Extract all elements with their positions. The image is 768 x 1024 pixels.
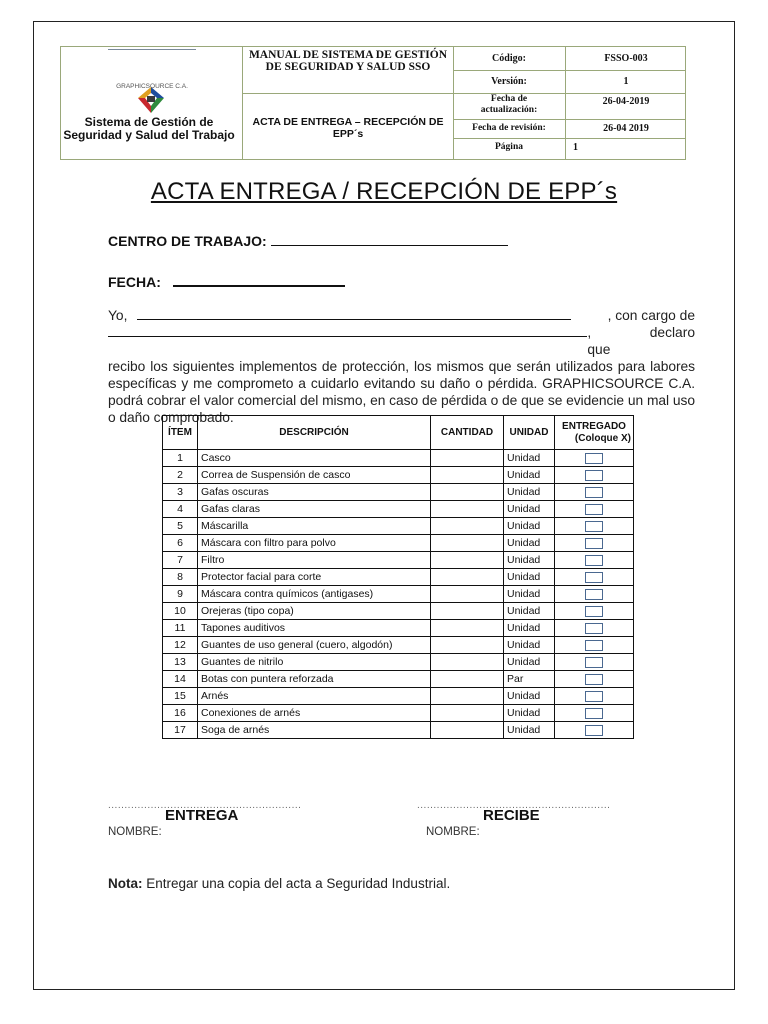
entregado-checkbox[interactable]: [585, 691, 603, 702]
item-description: Gafas oscuras: [198, 484, 431, 501]
table-row: [163, 450, 634, 467]
recibe-nombre-label: NOMBRE:: [426, 826, 480, 838]
col-descripcion-header: DESCRIPCIÓN: [198, 416, 431, 450]
pagina-label: Página: [495, 142, 523, 152]
item-description: Botas con puntera reforzada: [198, 671, 431, 688]
declaro-text: , declaro que: [587, 325, 695, 357]
company-logo-block: [61, 47, 243, 161]
entregado-cell: [555, 671, 634, 688]
fecha-actualizacion-value: 26-04-2019: [602, 96, 650, 107]
entregado-cell: [555, 501, 634, 518]
entregado-cell: [555, 518, 634, 535]
version-label: Versión:: [491, 76, 527, 87]
entregado-cell: [555, 654, 634, 671]
item-number: 8: [163, 569, 198, 586]
table-row: [163, 654, 634, 671]
entregado-subtitle: (Coloque X): [574, 432, 631, 444]
item-number: 13: [163, 654, 198, 671]
recibe-label: RECIBE: [483, 807, 540, 824]
item-unidad: Unidad: [504, 722, 555, 739]
epp-items-table: [162, 415, 634, 739]
entregado-checkbox[interactable]: [585, 521, 603, 532]
cantidad-cell[interactable]: [431, 484, 504, 501]
item-number: 4: [163, 501, 198, 518]
header-divider: [243, 93, 453, 94]
system-name: Sistema de Gestión de Seguridad y Salud del Trabajo: [63, 115, 235, 142]
item-number: 9: [163, 586, 198, 603]
item-unidad: Unidad: [504, 620, 555, 637]
fecha-label: FECHA:: [108, 274, 161, 290]
declaration-body: recibo los siguientes implementos de protección, los mismos que serán utilizados para labores específicas y me comprometo a cuidarlo evitando su daño o pérdida. GRAPHICSOURCE C.A. podrá cobrar el valor comercial del mismo, en caso de pérdida o de que se evidencie un mal uso o daño comprobado.: [108, 359, 695, 425]
declaration-paragraph: [108, 307, 695, 426]
item-number: 7: [163, 552, 198, 569]
epp-items-body: [163, 450, 634, 739]
item-number: 2: [163, 467, 198, 484]
entregado-cell: [555, 484, 634, 501]
entregado-cell: [555, 586, 634, 603]
item-unidad: Unidad: [504, 654, 555, 671]
entregado-cell: [555, 450, 634, 467]
col-cantidad-header: CANTIDAD: [431, 416, 504, 450]
item-description: Arnés: [198, 688, 431, 705]
entregado-checkbox[interactable]: [585, 708, 603, 719]
entregado-checkbox[interactable]: [585, 538, 603, 549]
acta-title: ACTA DE ENTREGA – RECEPCIÓN DE EPP´s: [252, 116, 444, 140]
table-row: [163, 552, 634, 569]
table-row: [163, 501, 634, 518]
item-number: 17: [163, 722, 198, 739]
entregado-checkbox[interactable]: [585, 504, 603, 515]
item-unidad: Unidad: [504, 603, 555, 620]
cantidad-cell[interactable]: [431, 671, 504, 688]
entregado-checkbox[interactable]: [585, 555, 603, 566]
table-row: [163, 467, 634, 484]
cantidad-cell[interactable]: [431, 450, 504, 467]
item-description: Máscara contra químicos (antigases): [198, 586, 431, 603]
cargo-input-line[interactable]: [108, 324, 587, 337]
entregado-cell: [555, 535, 634, 552]
item-number: 14: [163, 671, 198, 688]
item-description: Conexiones de arnés: [198, 705, 431, 722]
table-row: [163, 637, 634, 654]
table-row: [163, 569, 634, 586]
cantidad-cell[interactable]: [431, 688, 504, 705]
codigo-label: Código:: [492, 53, 526, 64]
entregado-cell: [555, 722, 634, 739]
table-row: [163, 671, 634, 688]
entrega-label: ENTREGA: [165, 807, 239, 824]
item-description: Tapones auditivos: [198, 620, 431, 637]
recibe-signature-line[interactable]: ...........................................................: [417, 800, 611, 811]
item-description: Soga de arnés: [198, 722, 431, 739]
entregado-cell: [555, 620, 634, 637]
entregado-checkbox[interactable]: [585, 623, 603, 634]
header-divider: [454, 138, 685, 139]
table-row: [163, 722, 634, 739]
entregado-cell: [555, 637, 634, 654]
fecha-actualizacion-label: Fecha de actualización:: [480, 94, 538, 115]
cantidad-cell[interactable]: [431, 467, 504, 484]
item-description: Casco: [198, 450, 431, 467]
entregado-checkbox[interactable]: [585, 470, 603, 481]
item-description: Protector facial para corte: [198, 569, 431, 586]
col-unidad-header: UNIDAD: [504, 416, 555, 450]
item-unidad: Unidad: [504, 637, 555, 654]
entrega-signature-line[interactable]: ...........................................................: [108, 800, 302, 811]
fecha-input-line[interactable]: [173, 285, 345, 287]
cantidad-cell[interactable]: [431, 654, 504, 671]
name-input-line[interactable]: [137, 307, 571, 320]
item-unidad: Unidad: [504, 586, 555, 603]
entregado-checkbox[interactable]: [585, 487, 603, 498]
entregado-cell: [555, 467, 634, 484]
item-description: Gafas claras: [198, 501, 431, 518]
entregado-cell: [555, 688, 634, 705]
entregado-title: ENTREGADO: [562, 420, 626, 432]
item-number: 11: [163, 620, 198, 637]
document-header: [60, 46, 686, 160]
nota-label: Nota:: [108, 876, 143, 891]
fecha-revision-label: Fecha de revisión:: [472, 123, 546, 133]
document-title: ACTA ENTREGA / RECEPCIÓN DE EPP´s: [150, 178, 618, 205]
entregado-checkbox[interactable]: [585, 657, 603, 668]
table-row: [163, 705, 634, 722]
item-description: Filtro: [198, 552, 431, 569]
codigo-value: FSSO-003: [604, 53, 648, 64]
entregado-cell: [555, 603, 634, 620]
fecha-field: [108, 274, 345, 290]
table-row: [163, 484, 634, 501]
item-number: 5: [163, 518, 198, 535]
manual-title: MANUAL DE SISTEMA DE GESTIÓN DE SEGURIDAD Y SALUD SSO: [248, 49, 448, 73]
item-unidad: Unidad: [504, 450, 555, 467]
item-unidad: Unidad: [504, 501, 555, 518]
entregado-checkbox[interactable]: [585, 606, 603, 617]
entregado-cell: [555, 552, 634, 569]
cantidad-cell[interactable]: [431, 586, 504, 603]
nota: [108, 876, 450, 891]
entregado-checkbox[interactable]: [585, 725, 603, 736]
cantidad-cell[interactable]: [431, 569, 504, 586]
pagina-value: 1: [573, 142, 578, 153]
item-number: 3: [163, 484, 198, 501]
cantidad-cell[interactable]: [431, 603, 504, 620]
item-description: Orejeras (tipo copa): [198, 603, 431, 620]
item-number: 10: [163, 603, 198, 620]
item-number: 12: [163, 637, 198, 654]
item-number: 1: [163, 450, 198, 467]
item-unidad: Unidad: [504, 552, 555, 569]
entregado-checkbox[interactable]: [585, 674, 603, 685]
cantidad-cell[interactable]: [431, 620, 504, 637]
cantidad-cell[interactable]: [431, 518, 504, 535]
centro-trabajo-label: CENTRO DE TRABAJO:: [108, 233, 267, 249]
item-unidad: Unidad: [504, 705, 555, 722]
col-item-header: ÍTEM: [163, 416, 198, 450]
cantidad-cell[interactable]: [431, 705, 504, 722]
table-row: [163, 518, 634, 535]
cantidad-cell[interactable]: [431, 501, 504, 518]
item-unidad: Unidad: [504, 467, 555, 484]
cantidad-cell[interactable]: [431, 722, 504, 739]
entregado-checkbox[interactable]: [585, 572, 603, 583]
table-row: [163, 586, 634, 603]
header-divider: [454, 70, 685, 71]
table-row: [163, 603, 634, 620]
yo-text: Yo,: [108, 308, 128, 323]
item-number: 15: [163, 688, 198, 705]
cargo-text: , con cargo de: [607, 308, 695, 323]
entrega-nombre-label: NOMBRE:: [108, 826, 162, 838]
nota-text: Entregar una copia del acta a Seguridad Industrial.: [142, 876, 451, 891]
table-row: [163, 688, 634, 705]
version-value: 1: [623, 76, 629, 87]
cantidad-cell[interactable]: [431, 637, 504, 654]
entregado-cell: [555, 569, 634, 586]
item-description: Máscarilla: [198, 518, 431, 535]
cantidad-cell[interactable]: [431, 535, 504, 552]
item-unidad: Unidad: [504, 535, 555, 552]
item-number: 16: [163, 705, 198, 722]
col-entregado-header: [555, 416, 634, 450]
fecha-revision-value: 26-04 2019: [603, 123, 649, 134]
item-unidad: Par: [504, 671, 555, 688]
item-unidad: Unidad: [504, 484, 555, 501]
item-description: Máscara con filtro para polvo: [198, 535, 431, 552]
item-unidad: Unidad: [504, 688, 555, 705]
item-unidad: Unidad: [504, 518, 555, 535]
centro-trabajo-input-line[interactable]: [271, 245, 508, 246]
header-divider: [454, 119, 685, 120]
cantidad-cell[interactable]: [431, 552, 504, 569]
table-row: [163, 620, 634, 637]
item-description: Correa de Suspensión de casco: [198, 467, 431, 484]
item-description: Guantes de uso general (cuero, algodón): [198, 637, 431, 654]
entregado-checkbox[interactable]: [585, 640, 603, 651]
item-unidad: Unidad: [504, 569, 555, 586]
logo-text: GRAPHICSOURCE C.A.: [116, 83, 188, 90]
item-number: 6: [163, 535, 198, 552]
entregado-checkbox[interactable]: [585, 589, 603, 600]
entregado-checkbox[interactable]: [585, 453, 603, 464]
table-row: [163, 535, 634, 552]
item-description: Guantes de nitrilo: [198, 654, 431, 671]
centro-trabajo-field: [108, 233, 508, 249]
entregado-cell: [555, 705, 634, 722]
